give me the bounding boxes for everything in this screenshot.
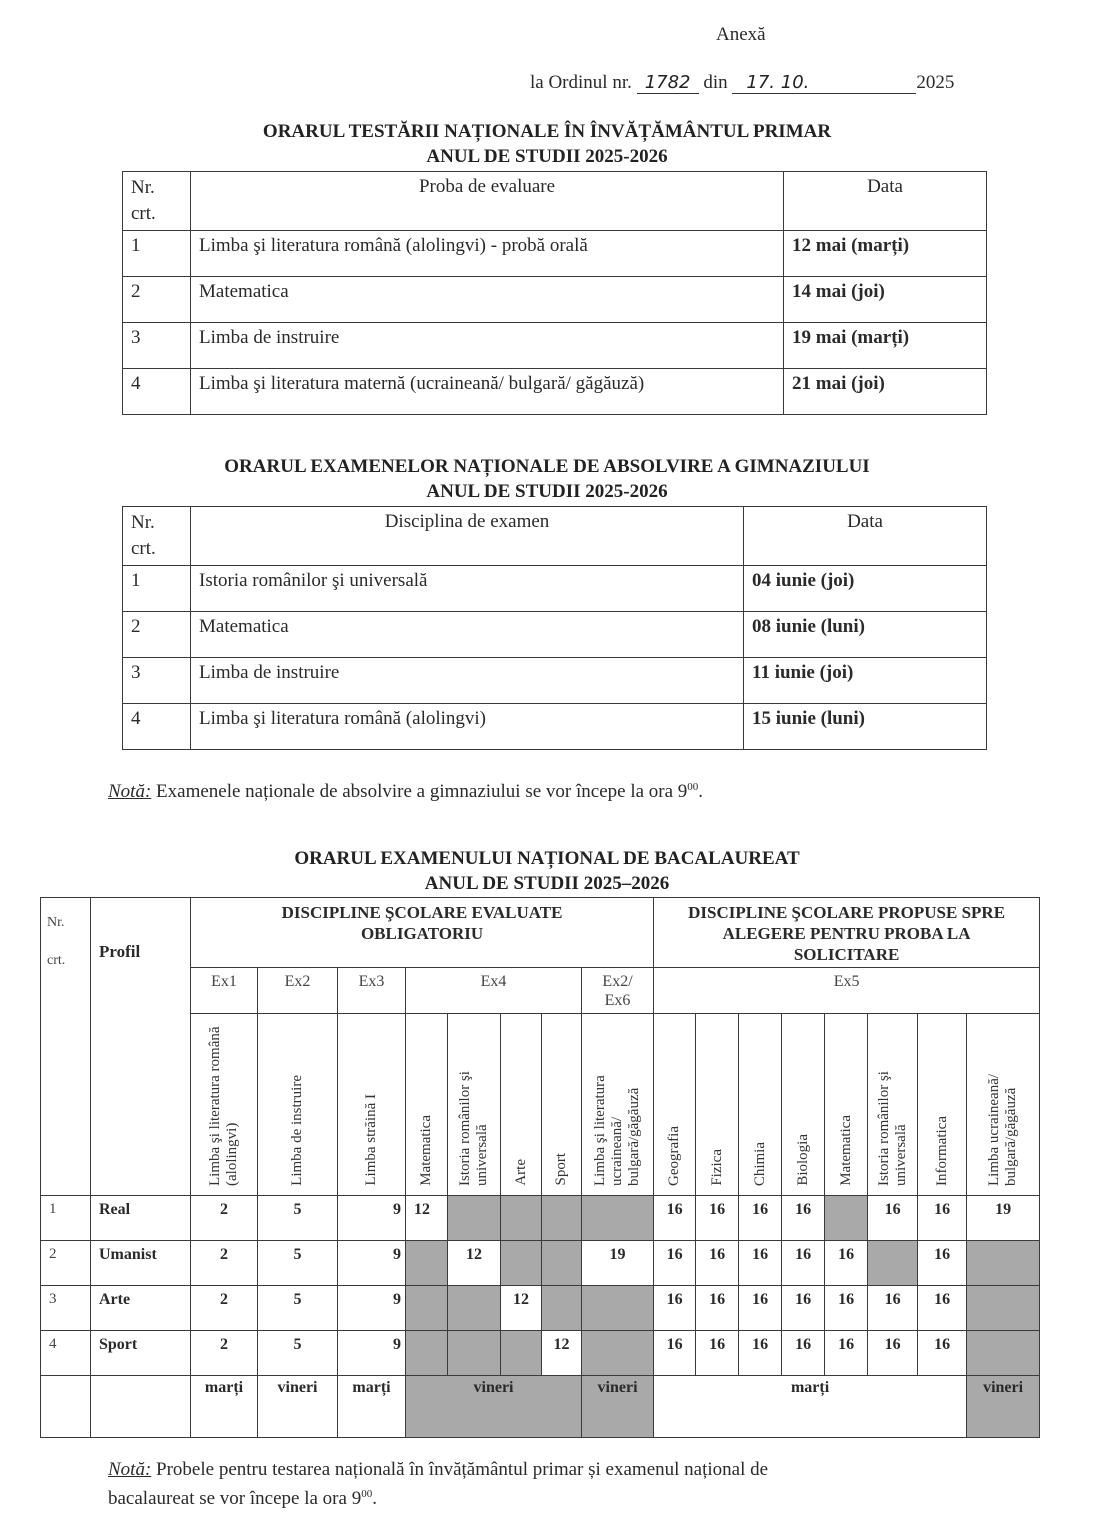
final-note-line2 — [108, 1482, 988, 1511]
note-text-2: bacalaureat se vor începe la ora 9 — [108, 1488, 362, 1509]
cell: 2 — [191, 1196, 258, 1241]
cell-unavailable — [448, 1196, 501, 1241]
cell: 5 — [258, 1331, 338, 1376]
cell: 12 — [406, 1196, 448, 1241]
subject-label: Istoria românilor şi universală — [875, 1071, 909, 1186]
cell: 16 — [739, 1286, 782, 1331]
row-date: 15 iunie (luni) — [744, 704, 987, 750]
row-profil: Real — [91, 1196, 191, 1241]
row-date: 11 iunie (joi) — [744, 658, 987, 704]
column-header-subject: Proba de evaluare — [191, 172, 784, 231]
cell: 9 — [338, 1196, 406, 1241]
cell: 2 — [191, 1331, 258, 1376]
cell-unavailable — [501, 1196, 542, 1241]
row-nr: 2 — [41, 1241, 91, 1286]
table-header-row — [123, 172, 987, 231]
subject-label: Chimia — [751, 1141, 768, 1186]
row-nr: 4 — [41, 1331, 91, 1376]
cell-unavailable — [501, 1331, 542, 1376]
column-header-date: Data — [744, 507, 987, 566]
note-end: . — [372, 1488, 377, 1509]
cell-unavailable — [406, 1331, 448, 1376]
cell-unavailable — [967, 1241, 1040, 1286]
cell: 16 — [918, 1331, 967, 1376]
note-text: Examenele naționale de absolvire a gimnaziului se vor începe la ora 9 — [151, 781, 688, 802]
crt-label: crt. — [47, 953, 66, 968]
cell: 9 — [338, 1241, 406, 1286]
subject-header — [501, 1014, 542, 1196]
exam-label-ex3: Ex3 — [338, 968, 406, 1014]
group-header-optional: DISCIPLINE ŞCOLARE PROPUSE SPRE ALEGERE PENTRU PROBA LA SOLICITARE — [654, 898, 1040, 968]
row-nr: 3 — [123, 658, 191, 704]
row-nr: 2 — [123, 277, 191, 323]
cell-unavailable — [406, 1286, 448, 1331]
cell: 12 — [542, 1331, 582, 1376]
day-ex4: vineri — [406, 1376, 582, 1438]
cell: 16 — [918, 1286, 967, 1331]
cell: 16 — [739, 1241, 782, 1286]
subject-label: Limba şi literatura ucraineană/ bulgară/găgăuză — [592, 1075, 643, 1186]
subject-header — [448, 1014, 501, 1196]
cell: 5 — [258, 1286, 338, 1331]
cell: 16 — [825, 1331, 868, 1376]
cell: 16 — [654, 1241, 696, 1286]
day-ex2: vineri — [258, 1376, 338, 1438]
subject-header — [191, 1014, 258, 1196]
gymnasium-subtitle: ANUL DE STUDII 2025-2026 — [426, 481, 668, 502]
subject-label: Limba şi literatura română (alolingvi) — [207, 1026, 240, 1186]
order-number: 1782 — [637, 73, 699, 94]
cell-unavailable — [868, 1241, 918, 1286]
cell: 19 — [967, 1196, 1040, 1241]
days-empty-nr — [41, 1376, 91, 1438]
cell: 16 — [696, 1286, 739, 1331]
row-subject: Limba şi literatura română (alolingvi) - probă orală — [191, 231, 784, 277]
row-subject: Limba şi literatura română (alolingvi) — [191, 704, 744, 750]
row-date: 19 mai (marți) — [784, 323, 987, 369]
subject-label: Geografia — [666, 1126, 683, 1186]
exam-label-ex2-ex6: Ex2/ Ex6 — [582, 968, 654, 1014]
row-nr: 3 — [41, 1286, 91, 1331]
subject-header — [338, 1014, 406, 1196]
subject-header — [542, 1014, 582, 1196]
subject-header — [918, 1014, 967, 1196]
day-ex5: marți — [654, 1376, 967, 1438]
days-empty-profil — [91, 1376, 191, 1438]
gymnasium-note — [108, 775, 703, 804]
cell: 16 — [918, 1241, 967, 1286]
cell: 16 — [825, 1241, 868, 1286]
subject-label: Matematica — [837, 1115, 854, 1186]
note-superscript: 00 — [687, 781, 699, 793]
cell: 16 — [654, 1331, 696, 1376]
cell: 16 — [739, 1196, 782, 1241]
table-row — [123, 566, 987, 612]
subject-label: Arte — [512, 1159, 529, 1186]
cell: 16 — [654, 1286, 696, 1331]
subject-label: Matematica — [418, 1115, 434, 1186]
cell-unavailable — [967, 1331, 1040, 1376]
row-nr: 4 — [123, 369, 191, 415]
column-header-nr — [41, 898, 91, 1196]
cell: 16 — [696, 1331, 739, 1376]
cell: 19 — [582, 1241, 654, 1286]
subject-label: Biologia — [794, 1134, 811, 1186]
primary-subtitle: ANUL DE STUDII 2025-2026 — [426, 146, 668, 167]
bac-subtitle: ANUL DE STUDII 2025–2026 — [424, 873, 670, 894]
column-header-profil: Profil — [91, 898, 191, 1196]
row-subject: Matematica — [191, 277, 784, 323]
table-header-row — [123, 507, 987, 566]
cell: 2 — [191, 1286, 258, 1331]
row-profil: Arte — [91, 1286, 191, 1331]
subject-label: Limba străină I — [363, 1094, 379, 1186]
subject-header — [739, 1014, 782, 1196]
day-ex2-ex6: vineri — [582, 1376, 654, 1438]
bac-exam-label-row — [41, 968, 1040, 1014]
primary-title: ORARUL TESTĂRII NAȚIONALE ÎN ÎNVĂȚĂMÂNTUL PRIMAR — [262, 121, 832, 142]
subject-label: Limba ucraineană/ bulgară/găgăuză — [986, 1073, 1020, 1186]
row-date: 14 mai (joi) — [784, 277, 987, 323]
row-nr: 1 — [41, 1196, 91, 1241]
cell: 16 — [739, 1331, 782, 1376]
table-row — [41, 1331, 1040, 1376]
subject-header — [582, 1014, 654, 1196]
row-nr: 1 — [123, 231, 191, 277]
cell-unavailable — [825, 1196, 868, 1241]
cell-unavailable — [582, 1196, 654, 1241]
cell: 16 — [696, 1196, 739, 1241]
subject-label: Fizica — [708, 1149, 725, 1186]
cell-unavailable — [406, 1241, 448, 1286]
row-date: 12 mai (marți) — [784, 231, 987, 277]
subject-label: Sport — [553, 1153, 569, 1186]
order-year: 2025 — [916, 72, 955, 93]
table-row — [123, 231, 987, 277]
row-date: 08 iunie (luni) — [744, 612, 987, 658]
cell: 16 — [825, 1286, 868, 1331]
table-row — [41, 1286, 1040, 1331]
table-row — [123, 612, 987, 658]
order-prefix: la Ordinul nr. — [530, 72, 632, 93]
row-nr: 3 — [123, 323, 191, 369]
cell-unavailable — [542, 1286, 582, 1331]
subject-header — [825, 1014, 868, 1196]
subject-label: Istoria românilor şi universală — [457, 1071, 490, 1186]
table-row — [123, 704, 987, 750]
subject-header — [654, 1014, 696, 1196]
cell: 9 — [338, 1286, 406, 1331]
table-row — [123, 658, 987, 704]
note-label: Notă: — [108, 1459, 152, 1480]
bac-subject-header-row — [41, 1014, 1040, 1196]
cell: 16 — [782, 1241, 825, 1286]
day-ex1: marți — [191, 1376, 258, 1438]
cell: 5 — [258, 1196, 338, 1241]
nr-label: Nr. — [47, 915, 65, 930]
subject-label: Limba de instruire — [289, 1075, 305, 1186]
gymnasium-title: ORARUL EXAMENELOR NAȚIONALE DE ABSOLVIRE A GIMNAZIULUI — [224, 456, 870, 477]
cell: 2 — [191, 1241, 258, 1286]
column-header-subject: Disciplina de examen — [191, 507, 744, 566]
subject-header — [868, 1014, 918, 1196]
cell-unavailable — [542, 1241, 582, 1286]
exam-label-ex2: Ex2 — [258, 968, 338, 1014]
cell-unavailable — [501, 1241, 542, 1286]
row-subject: Limba şi literatura maternă (ucraineană/ bulgară/ găgăuză) — [191, 369, 784, 415]
subject-header — [967, 1014, 1040, 1196]
table-row — [41, 1196, 1040, 1241]
bac-days-row — [41, 1376, 1040, 1438]
cell: 16 — [868, 1286, 918, 1331]
table-row — [123, 277, 987, 323]
cell-unavailable — [582, 1286, 654, 1331]
cell: 16 — [868, 1331, 918, 1376]
gymnasium-schedule-table — [122, 506, 987, 750]
cell: 12 — [501, 1286, 542, 1331]
group-header-mandatory: DISCIPLINE ŞCOLARE EVALUATE OBLIGATORIU — [191, 898, 654, 968]
row-nr: 4 — [123, 704, 191, 750]
cell: 16 — [782, 1286, 825, 1331]
exam-label-ex5: Ex5 — [654, 968, 1040, 1014]
annex-label: Anexă — [716, 24, 766, 45]
row-profil: Umanist — [91, 1241, 191, 1286]
day-ex5-language: vineri — [967, 1376, 1040, 1438]
note-text: Probele pentru testarea națională în învățământul primar și examenul național de — [151, 1459, 769, 1480]
column-header-nr: Nr. crt. — [123, 172, 191, 231]
exam-label-ex4: Ex4 — [406, 968, 582, 1014]
row-subject: Limba de instruire — [191, 658, 744, 704]
exam-label-ex1: Ex1 — [191, 968, 258, 1014]
table-row — [123, 369, 987, 415]
subject-header — [258, 1014, 338, 1196]
order-date: 17. 10. — [732, 73, 916, 94]
final-note-line1 — [108, 1458, 988, 1482]
column-header-date: Data — [784, 172, 987, 231]
final-note — [108, 1458, 988, 1511]
cell-unavailable — [582, 1331, 654, 1376]
cell: 16 — [654, 1196, 696, 1241]
cell-unavailable — [542, 1196, 582, 1241]
bac-group-header-row — [41, 898, 1040, 968]
cell-unavailable — [967, 1286, 1040, 1331]
bac-title: ORARUL EXAMENULUI NAȚIONAL DE BACALAUREAT — [294, 848, 800, 869]
note-superscript: 00 — [361, 1488, 373, 1500]
row-date: 04 iunie (joi) — [744, 566, 987, 612]
row-profil: Sport — [91, 1331, 191, 1376]
row-subject: Limba de instruire — [191, 323, 784, 369]
row-nr: 2 — [123, 612, 191, 658]
table-row — [41, 1241, 1040, 1286]
cell: 9 — [338, 1331, 406, 1376]
cell: 5 — [258, 1241, 338, 1286]
subject-header — [696, 1014, 739, 1196]
cell: 12 — [448, 1241, 501, 1286]
bac-schedule-table — [40, 897, 1040, 1438]
order-reference — [530, 72, 954, 94]
order-din: din — [703, 72, 728, 93]
cell: 16 — [868, 1196, 918, 1241]
cell: 16 — [696, 1241, 739, 1286]
primary-schedule-table — [122, 171, 987, 415]
subject-header — [406, 1014, 448, 1196]
note-label: Notă: — [108, 781, 152, 802]
day-ex3: marți — [338, 1376, 406, 1438]
note-end: . — [698, 781, 704, 802]
cell: 16 — [918, 1196, 967, 1241]
cell: 16 — [782, 1196, 825, 1241]
row-date: 21 mai (joi) — [784, 369, 987, 415]
row-subject: Istoria românilor şi universală — [191, 566, 744, 612]
row-nr: 1 — [123, 566, 191, 612]
subject-header — [782, 1014, 825, 1196]
cell: 16 — [782, 1331, 825, 1376]
column-header-nr: Nr. crt. — [123, 507, 191, 566]
cell-unavailable — [448, 1331, 501, 1376]
subject-label: Informatica — [933, 1116, 950, 1186]
row-subject: Matematica — [191, 612, 744, 658]
table-row — [123, 323, 987, 369]
cell-unavailable — [448, 1286, 501, 1331]
